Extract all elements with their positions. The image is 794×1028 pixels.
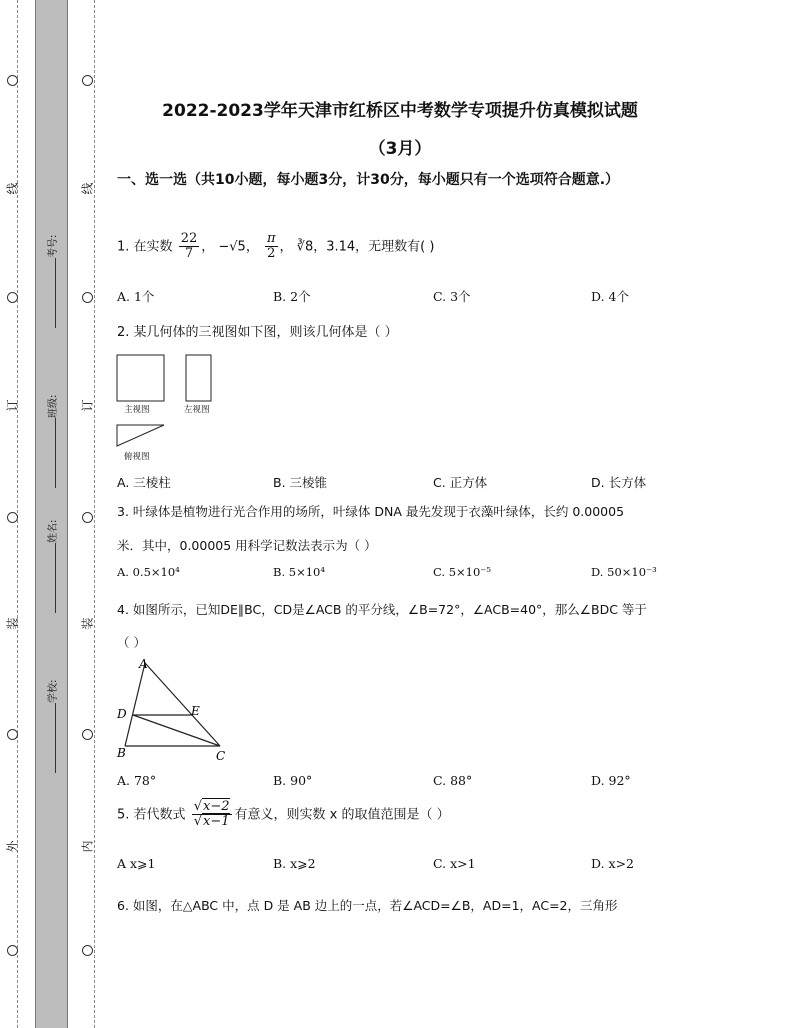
q4-option-d[interactable]: D. 92° <box>591 773 631 788</box>
point-label-a: A <box>139 657 148 671</box>
question-6: 6. 如图，在△ABC 中，点 D 是 AB 边上的一点，若∠ACD=∠B，AD=1，AC=2，三角形 <box>117 898 618 913</box>
school-field[interactable]: 学校: <box>44 680 59 775</box>
front-view-label: 主视图 <box>124 405 150 415</box>
q1-option-b[interactable]: B. 2个 <box>273 289 311 304</box>
inner-label: 内 <box>80 840 95 853</box>
page-subtitle: （3月） <box>368 139 432 159</box>
binding-hole <box>82 75 93 86</box>
outer-label: 线 <box>5 182 20 195</box>
exam-number-field[interactable]: 考号: <box>44 235 59 330</box>
q3-option-c[interactable]: C. 5×10⁻⁵ <box>433 565 491 579</box>
binding-hole <box>82 292 93 303</box>
front-view-shape <box>117 355 164 401</box>
q4-option-a[interactable]: A. 78° <box>117 773 157 788</box>
binding-hole <box>82 729 93 740</box>
fraction-22-7: $\frac{22}{7}$ <box>180 231 198 262</box>
q4-option-b[interactable]: B. 90° <box>273 773 313 788</box>
side-view-label: 左视图 <box>184 405 210 415</box>
outer-label: 装 <box>5 617 20 630</box>
outer-label: 订 <box>5 399 20 412</box>
neg-sqrt-5: −√5 <box>218 239 246 255</box>
top-view-shape <box>117 425 164 446</box>
class-field[interactable]: 班级: <box>44 395 59 490</box>
page-title: 2022-2023学年天津市红桥区中考数学专项提升仿真模拟试题 <box>162 101 638 121</box>
binding-hole <box>82 945 93 956</box>
q2-option-b[interactable]: B. 三棱锥 <box>273 475 328 490</box>
outer-label: 外 <box>5 840 20 853</box>
segment-ab <box>125 663 145 746</box>
question-1: 1. 在实数 $\frac{22}{7}$ ， −√5， $\frac{\pi}{2}$ ， ∛8，3.14，无理数有( ) <box>117 231 435 262</box>
inner-label: 线 <box>80 182 95 195</box>
side-view-shape <box>186 355 211 401</box>
point-label-d: D <box>117 707 127 721</box>
q3-option-a[interactable]: A. 0.5×10⁴ <box>117 565 180 579</box>
question-4-line-1: 4. 如图所示，已知DE∥BC，CD是∠ACB 的平分线，∠B=72°，∠ACB=40°，那么∠BDC 等于 <box>117 602 647 617</box>
question-3-line-1: 3. 叶绿体是植物进行光合作用的场所，叶绿体 DNA 最先发现于衣藻叶绿体，长约 0.00005 <box>117 504 625 519</box>
fraction-sqrt: $\frac{√x-2}{√x-1}$ <box>192 800 233 830</box>
binding-hole <box>82 512 93 523</box>
q2-option-a[interactable]: A. 三棱柱 <box>117 475 171 490</box>
q5-option-b[interactable]: B. x⩾2 <box>273 856 316 871</box>
binding-hole <box>7 729 18 740</box>
q1-option-a[interactable]: A. 1个 <box>117 289 155 304</box>
q4-option-c[interactable]: C. 88° <box>433 773 473 788</box>
point-label-c: C <box>216 749 226 763</box>
segment-dc <box>133 715 220 746</box>
question-2: 2. 某几何体的三视图如下图，则该几何体是（ ） <box>117 325 398 340</box>
segment-ac <box>145 663 220 746</box>
q1-option-c[interactable]: C. 3个 <box>433 289 471 304</box>
q5-option-c[interactable]: C. x>1 <box>433 856 476 871</box>
point-label-e: E <box>191 704 200 718</box>
q2-option-d[interactable]: D. 长方体 <box>591 475 647 490</box>
question-4-line-2: （ ） <box>117 635 146 650</box>
cube-root-8: ∛8 <box>296 239 314 255</box>
q5-option-d[interactable]: D. x>2 <box>591 856 634 871</box>
question-3-line-2: 米．其中，0.00005 用科学记数法表示为（ ） <box>117 538 377 553</box>
point-label-b: B <box>117 746 126 760</box>
binding-hole <box>7 512 18 523</box>
inner-label: 装 <box>80 617 95 630</box>
inner-cut-line <box>94 0 95 1028</box>
q3-option-d[interactable]: D. 50×10⁻³ <box>591 565 657 579</box>
binding-band <box>35 0 68 1028</box>
top-view-label: 俯视图 <box>124 452 150 462</box>
section-heading: 一、选一选（共10小题，每小题3分，计30分，每小题只有一个选项符合题意.） <box>117 172 620 188</box>
binding-hole <box>7 292 18 303</box>
q3-option-b[interactable]: B. 5×10⁴ <box>273 565 325 579</box>
binding-hole <box>7 945 18 956</box>
q1-option-d[interactable]: D. 4个 <box>591 289 629 304</box>
inner-label: 订 <box>80 399 95 412</box>
name-field[interactable]: 姓名: <box>44 520 59 615</box>
question-5: 5. 若代数式 $\frac{√x-2}{√x-1}$ 有意义，则实数 x 的取值范围是（ ） <box>117 799 450 830</box>
fraction-pi-2: $\frac{\pi}{2}$ <box>266 231 276 262</box>
binding-hole <box>7 75 18 86</box>
q5-option-a[interactable]: A x⩾1 <box>117 856 156 871</box>
triangle-figure <box>112 656 232 766</box>
q2-option-c[interactable]: C. 正方体 <box>433 475 488 490</box>
